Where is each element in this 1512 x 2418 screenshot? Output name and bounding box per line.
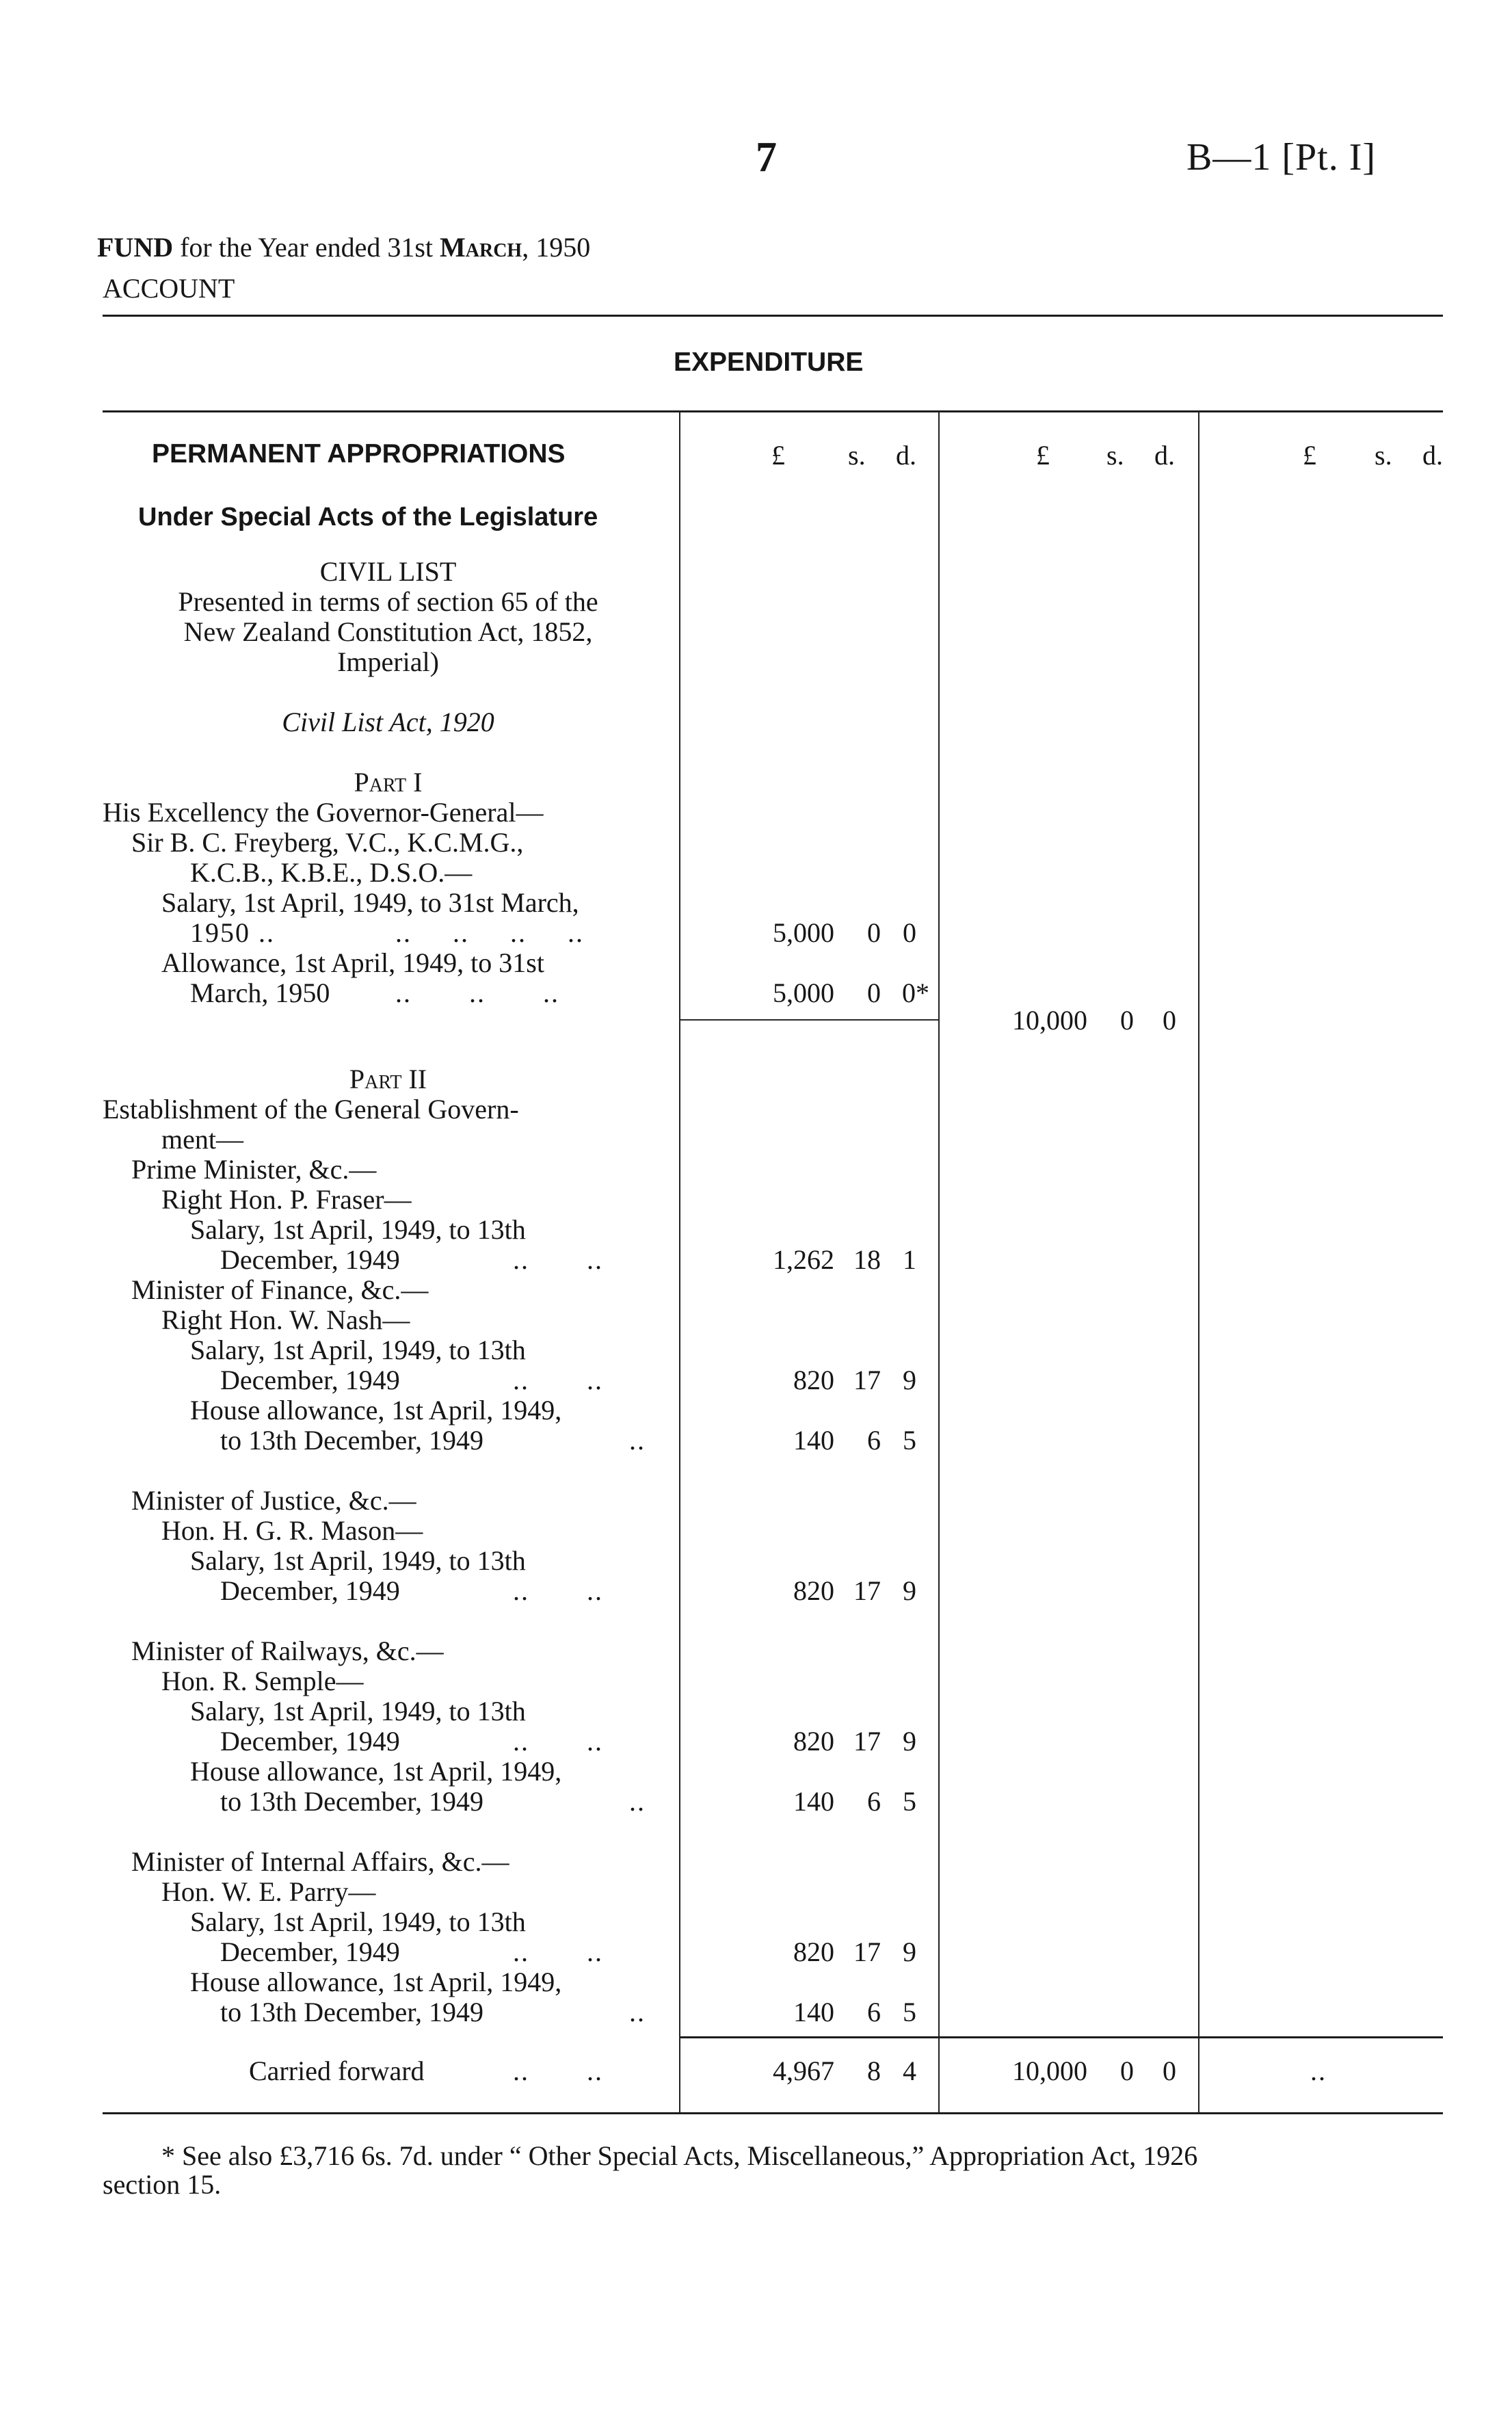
act-title: Civil List Act, 1920	[282, 707, 494, 737]
part2-line: December, 1949	[220, 1575, 400, 1606]
amount-shillings: 0	[867, 917, 881, 948]
column-divider-1	[679, 412, 680, 2114]
part1-line: Salary, 1st April, 1949, to 31st March,	[161, 887, 579, 918]
amount-pence: 5	[903, 1997, 916, 2027]
part2-line: Prime Minister, &c.—	[131, 1154, 377, 1185]
part2-line: Salary, 1st April, 1949, to 13th	[190, 1906, 526, 1937]
amount-pence: 0	[903, 917, 916, 948]
amount-pounds: 5,000	[773, 977, 834, 1008]
col3-pence-heading: d.	[1422, 440, 1443, 471]
part2-line: to 13th December, 1949	[220, 1425, 483, 1456]
col1-pence-heading: d.	[896, 440, 916, 471]
leader-dots: .. ..	[513, 1365, 603, 1395]
amount-pounds: 140	[793, 1425, 834, 1456]
amount-pence: 9	[903, 1726, 916, 1757]
part2-line: Salary, 1st April, 1949, to 13th	[190, 1545, 526, 1576]
footnote-line-2: section 15.	[103, 2169, 222, 2200]
col3-shillings-heading: s.	[1375, 440, 1392, 471]
part2-line: House allowance, 1st April, 1949,	[190, 1395, 562, 1425]
part2-line: Salary, 1st April, 1949, to 13th	[190, 1335, 526, 1365]
table-top-rule	[103, 410, 1443, 412]
amount-pounds: 1,262	[773, 1244, 834, 1275]
page-number: 7	[756, 134, 777, 181]
amount-shillings: 18	[853, 1244, 881, 1275]
subtotal-rule	[680, 1019, 938, 1021]
col2-pence-heading: d.	[1154, 440, 1175, 471]
carried-col2-pounds: 10,000	[1012, 2055, 1087, 2086]
part2-line: Minister of Railways, &c.—	[131, 1635, 444, 1666]
part-2-heading: Part II	[349, 1064, 427, 1094]
carried-col1-shillings: 8	[867, 2055, 881, 2086]
amount-pounds: 820	[793, 1936, 834, 1967]
part2-line: December, 1949	[220, 1365, 400, 1395]
carried-forward-label: Carried forward	[249, 2055, 425, 2086]
leader-dots: .. ..	[513, 1244, 603, 1275]
civil-list-heading: CIVIL LIST	[319, 556, 457, 587]
account-label: ACCOUNT	[103, 273, 235, 304]
amount-pounds: 820	[793, 1365, 834, 1395]
fund-word: FUND	[97, 232, 174, 263]
document-reference: B—1 [Pt. I]	[1186, 136, 1376, 179]
part2-line: House allowance, 1st April, 1949,	[190, 1756, 562, 1787]
header-rule	[103, 315, 1443, 317]
amount-shillings: 6	[867, 1425, 881, 1456]
part2-line: Salary, 1st April, 1949, to 13th	[190, 1214, 526, 1245]
part2-line: Hon. H. G. R. Mason—	[161, 1515, 423, 1546]
part1-line: Allowance, 1st April, 1949, to 31st	[161, 947, 544, 978]
fund-title	[97, 233, 590, 263]
part-1-heading: Part I	[354, 767, 423, 798]
part2-line: Hon. R. Semple—	[161, 1666, 364, 1696]
amount-pence: 9	[903, 1365, 916, 1395]
part2-line: to 13th December, 1949	[220, 1786, 483, 1817]
presented-line-2: New Zealand Constitution Act, 1852,	[183, 616, 593, 647]
fund-month: March	[440, 232, 522, 263]
part2-line: Minister of Internal Affairs, &c.—	[131, 1846, 509, 1877]
amount-pence: 1	[903, 1244, 916, 1275]
leader-dots: .. .. ..	[395, 977, 559, 1008]
part2-line: Right Hon. W. Nash—	[161, 1304, 410, 1335]
carried-col3-value: ..	[1310, 2055, 1327, 2086]
amount-shillings: 6	[867, 1786, 881, 1817]
leader-dots: ..	[629, 1425, 646, 1456]
column-title: PERMANENT APPROPRIATIONS	[152, 439, 566, 469]
part2-line: December, 1949	[220, 1244, 400, 1275]
part1-line: K.C.B., K.B.E., D.S.O.—	[190, 857, 473, 888]
part2-line: Hon. W. E. Parry—	[161, 1876, 376, 1907]
column-divider-2	[938, 412, 940, 2114]
leader-dots: ..	[629, 1997, 646, 2027]
leader-dots: .. ..	[513, 1575, 603, 1606]
leader-dots: .. ..	[513, 1936, 603, 1967]
part2-line: to 13th December, 1949	[220, 1997, 483, 2027]
amount-shillings: 17	[853, 1726, 881, 1757]
fund-rest-2: , 1950	[522, 232, 591, 263]
col1-pounds-heading: £	[771, 440, 785, 471]
part2-line: House allowance, 1st April, 1949,	[190, 1967, 562, 1997]
col2-shillings-heading: s.	[1106, 440, 1124, 471]
part2-line: December, 1949	[220, 1726, 400, 1757]
fund-rest-1: for the Year ended 31st	[180, 232, 434, 263]
amount-shillings: 0	[867, 977, 881, 1008]
part2-line: Establishment of the General Govern-	[103, 1094, 519, 1125]
amount-pounds: 140	[793, 1997, 834, 2027]
leader-dots: .. ..	[513, 2055, 603, 2086]
part2-line: ment—	[161, 1124, 243, 1155]
amount-shillings: 17	[853, 1365, 881, 1395]
col3-pounds-heading: £	[1303, 440, 1316, 471]
part1-line: March, 1950	[190, 977, 330, 1008]
part1-line: 1950 ..	[190, 917, 275, 948]
leader-dots: .. .. .. ..	[395, 917, 584, 948]
amount-pence: 0*	[902, 977, 929, 1008]
part2-line: Minister of Finance, &c.—	[131, 1274, 429, 1305]
presented-line-3: Imperial)	[337, 646, 439, 677]
footnote-line-1: * See also £3,716 6s. 7d. under “ Other Special Acts, Miscellaneous,” Appropriation Act, 1926	[161, 2140, 1198, 2171]
leader-dots: .. ..	[513, 1726, 603, 1757]
carried-col1-pence: 4	[903, 2055, 916, 2086]
table-bottom-rule	[103, 2112, 1443, 2114]
part1-total-shillings: 0	[1120, 1005, 1134, 1036]
subtitle-special-acts: Under Special Acts of the Legislature	[138, 503, 598, 531]
leader-dots: ..	[629, 1786, 646, 1817]
col1-shillings-heading: s.	[848, 440, 866, 471]
part1-total-pence: 0	[1163, 1005, 1176, 1036]
amount-pounds: 820	[793, 1575, 834, 1606]
carried-col2-shillings: 0	[1120, 2055, 1134, 2086]
column-divider-3	[1198, 412, 1199, 2114]
amount-pence: 9	[903, 1936, 916, 1967]
col2-pounds-heading: £	[1036, 440, 1050, 471]
amount-shillings: 6	[867, 1997, 881, 2027]
carried-col1-pounds: 4,967	[773, 2055, 834, 2086]
amount-shillings: 17	[853, 1936, 881, 1967]
amount-pence: 5	[903, 1786, 916, 1817]
part2-line: Right Hon. P. Fraser—	[161, 1184, 412, 1215]
amount-pence: 5	[903, 1425, 916, 1456]
part2-line: Salary, 1st April, 1949, to 13th	[190, 1696, 526, 1726]
amount-shillings: 17	[853, 1575, 881, 1606]
part1-total-pounds: 10,000	[1012, 1005, 1087, 1036]
presented-line-1: Presented in terms of section 65 of the	[178, 586, 598, 617]
carried-col2-pence: 0	[1163, 2055, 1176, 2086]
section-heading: EXPENDITURE	[674, 347, 864, 377]
part1-line: His Excellency the Governor-General—	[103, 797, 544, 828]
part1-line: Sir B. C. Freyberg, V.C., K.C.M.G.,	[131, 827, 524, 858]
amount-pounds: 140	[793, 1786, 834, 1817]
amount-pence: 9	[903, 1575, 916, 1606]
amount-pounds: 5,000	[773, 917, 834, 948]
part2-line: December, 1949	[220, 1936, 400, 1967]
amount-pounds: 820	[793, 1726, 834, 1757]
part2-line: Minister of Justice, &c.—	[131, 1485, 416, 1516]
carried-forward-rule	[680, 2036, 1443, 2038]
